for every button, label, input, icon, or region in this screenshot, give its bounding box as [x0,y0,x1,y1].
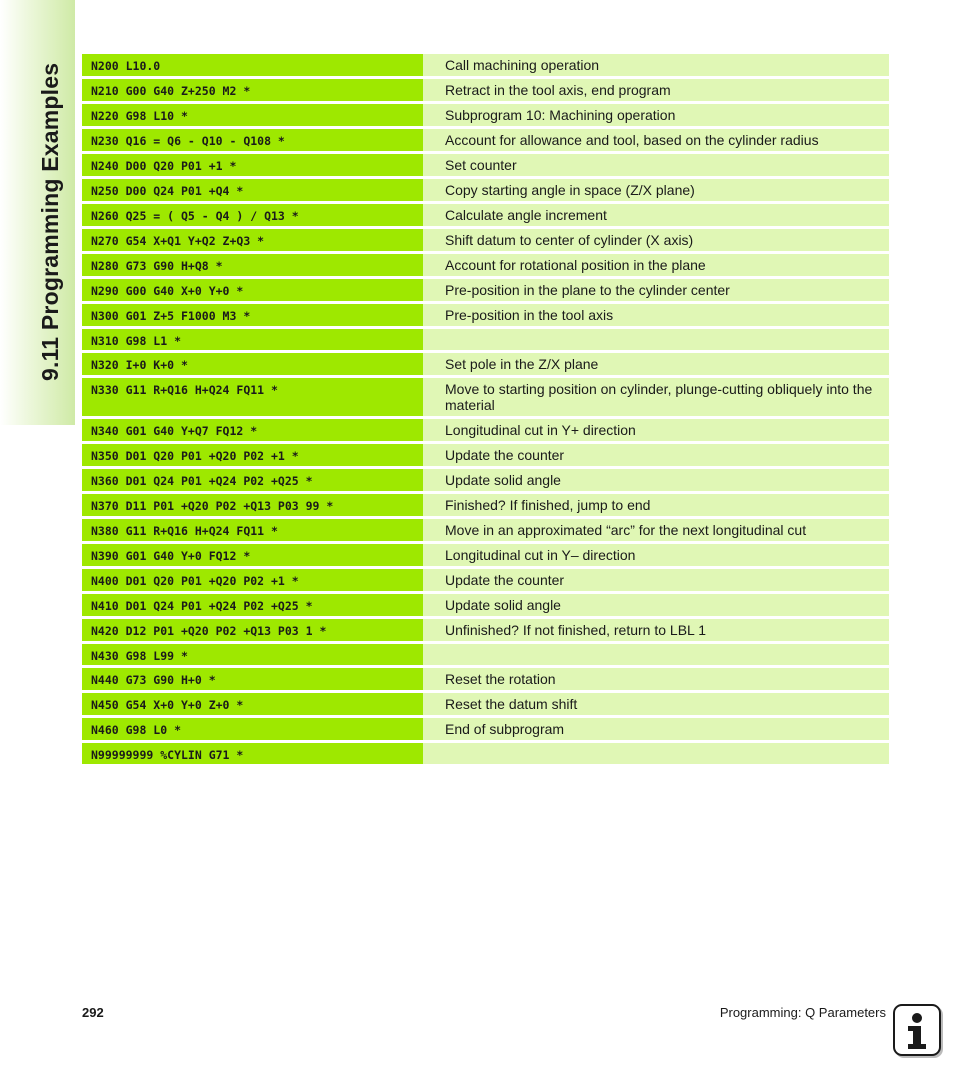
nc-code: N400 D01 Q20 P01 +Q20 P02 +1 * [82,569,423,591]
code-description: Reset the datum shift [423,693,889,715]
nc-code: N220 G98 L10 * [82,104,423,126]
code-description: Pre-position in the plane to the cylinder center [423,279,889,301]
nc-code: N380 G11 R+Q16 H+Q24 FQ11 * [82,519,423,541]
table-row [82,304,889,326]
table-row [82,668,889,690]
nc-code: N210 G00 G40 Z+250 M2 * [82,79,423,101]
code-description: Longitudinal cut in Y– direction [423,544,889,566]
nc-code: N200 L10.0 [82,54,423,76]
table-row [82,204,889,226]
code-description: Set counter [423,154,889,176]
table-row [82,743,889,764]
code-description: Update the counter [423,444,889,466]
nc-code: N430 G98 L99 * [82,644,423,665]
table-row [82,544,889,566]
table-row [82,329,889,350]
nc-code: N99999999 %CYLIN G71 * [82,743,423,764]
table-row [82,179,889,201]
code-description: Update solid angle [423,469,889,491]
table-row [82,54,889,76]
nc-code: N320 I+0 K+0 * [82,353,423,375]
table-row [82,229,889,251]
chapter-name: Programming: Q Parameters [719,1005,886,1020]
table-row [82,619,889,641]
nc-code: N300 G01 Z+5 F1000 M3 * [82,304,423,326]
code-description: Update the counter [423,569,889,591]
code-description: Move to starting position on cylinder, plunge-cutting obliquely into the material [423,378,889,416]
nc-code: N370 D11 P01 +Q20 P02 +Q13 P03 99 * [82,494,423,516]
code-description: Finished? If finished, jump to end [423,494,889,516]
table-row [82,644,889,665]
table-row [82,378,889,416]
table-row [82,353,889,375]
table-row [82,104,889,126]
table-row [82,469,889,491]
table-row [82,494,889,516]
nc-code: N260 Q25 = ( Q5 - Q4 ) / Q13 * [82,204,423,226]
nc-code: N330 G11 R+Q16 H+Q24 FQ11 * [82,378,423,416]
code-description [423,644,889,665]
nc-code: N250 D00 Q24 P01 +Q4 * [82,179,423,201]
code-description: Longitudinal cut in Y+ direction [423,419,889,441]
table-row [82,79,889,101]
table-row [82,444,889,466]
code-description: Account for rotational position in the plane [423,254,889,276]
program-table [82,54,889,767]
nc-code: N440 G73 G90 H+0 * [82,668,423,690]
nc-code: N340 G01 G40 Y+Q7 FQ12 * [82,419,423,441]
nc-code: N350 D01 Q20 P01 +Q20 P02 +1 * [82,444,423,466]
code-description: Retract in the tool axis, end program [423,79,889,101]
nc-code: N360 D01 Q24 P01 +Q24 P02 +Q25 * [82,469,423,491]
section-title: 9.11 Programming Examples [37,62,63,381]
table-row [82,129,889,151]
nc-code: N310 G98 L1 * [82,329,423,350]
nc-code: N420 D12 P01 +Q20 P02 +Q13 P03 1 * [82,619,423,641]
code-description [423,743,889,764]
nc-code: N230 Q16 = Q6 - Q10 - Q108 * [82,129,423,151]
nc-code: N450 G54 X+0 Y+0 Z+0 * [82,693,423,715]
nc-code: N240 D00 Q20 P01 +1 * [82,154,423,176]
nc-code: N410 D01 Q24 P01 +Q24 P02 +Q25 * [82,594,423,616]
code-description: Move in an approximated “arc” for the next longitudinal cut [423,519,889,541]
table-row [82,718,889,740]
info-icon [893,1004,941,1056]
code-description: Shift datum to center of cylinder (X axis) [423,229,889,251]
code-description: Copy starting angle in space (Z/X plane) [423,179,889,201]
nc-code: N390 G01 G40 Y+0 FQ12 * [82,544,423,566]
nc-code: N280 G73 G90 H+Q8 * [82,254,423,276]
code-description: Reset the rotation [423,668,889,690]
code-description: Subprogram 10: Machining operation [423,104,889,126]
code-description: Set pole in the Z/X plane [423,353,889,375]
table-row [82,254,889,276]
table-row [82,519,889,541]
code-description [423,329,889,350]
table-row [82,279,889,301]
table-row [82,569,889,591]
section-tab [0,0,75,425]
table-row [82,594,889,616]
code-description: Calculate angle increment [423,204,889,226]
code-description: Pre-position in the tool axis [423,304,889,326]
table-row [82,419,889,441]
nc-code: N270 G54 X+Q1 Y+Q2 Z+Q3 * [82,229,423,251]
code-description: Account for allowance and tool, based on the cylinder radius [423,129,889,151]
table-row [82,154,889,176]
code-description: Unfinished? If not finished, return to LBL 1 [423,619,889,641]
nc-code: N290 G00 G40 X+0 Y+0 * [82,279,423,301]
page-number: 292 [82,1005,104,1020]
nc-code: N460 G98 L0 * [82,718,423,740]
table-row [82,693,889,715]
code-description: Call machining operation [423,54,889,76]
code-description: Update solid angle [423,594,889,616]
code-description: End of subprogram [423,718,889,740]
